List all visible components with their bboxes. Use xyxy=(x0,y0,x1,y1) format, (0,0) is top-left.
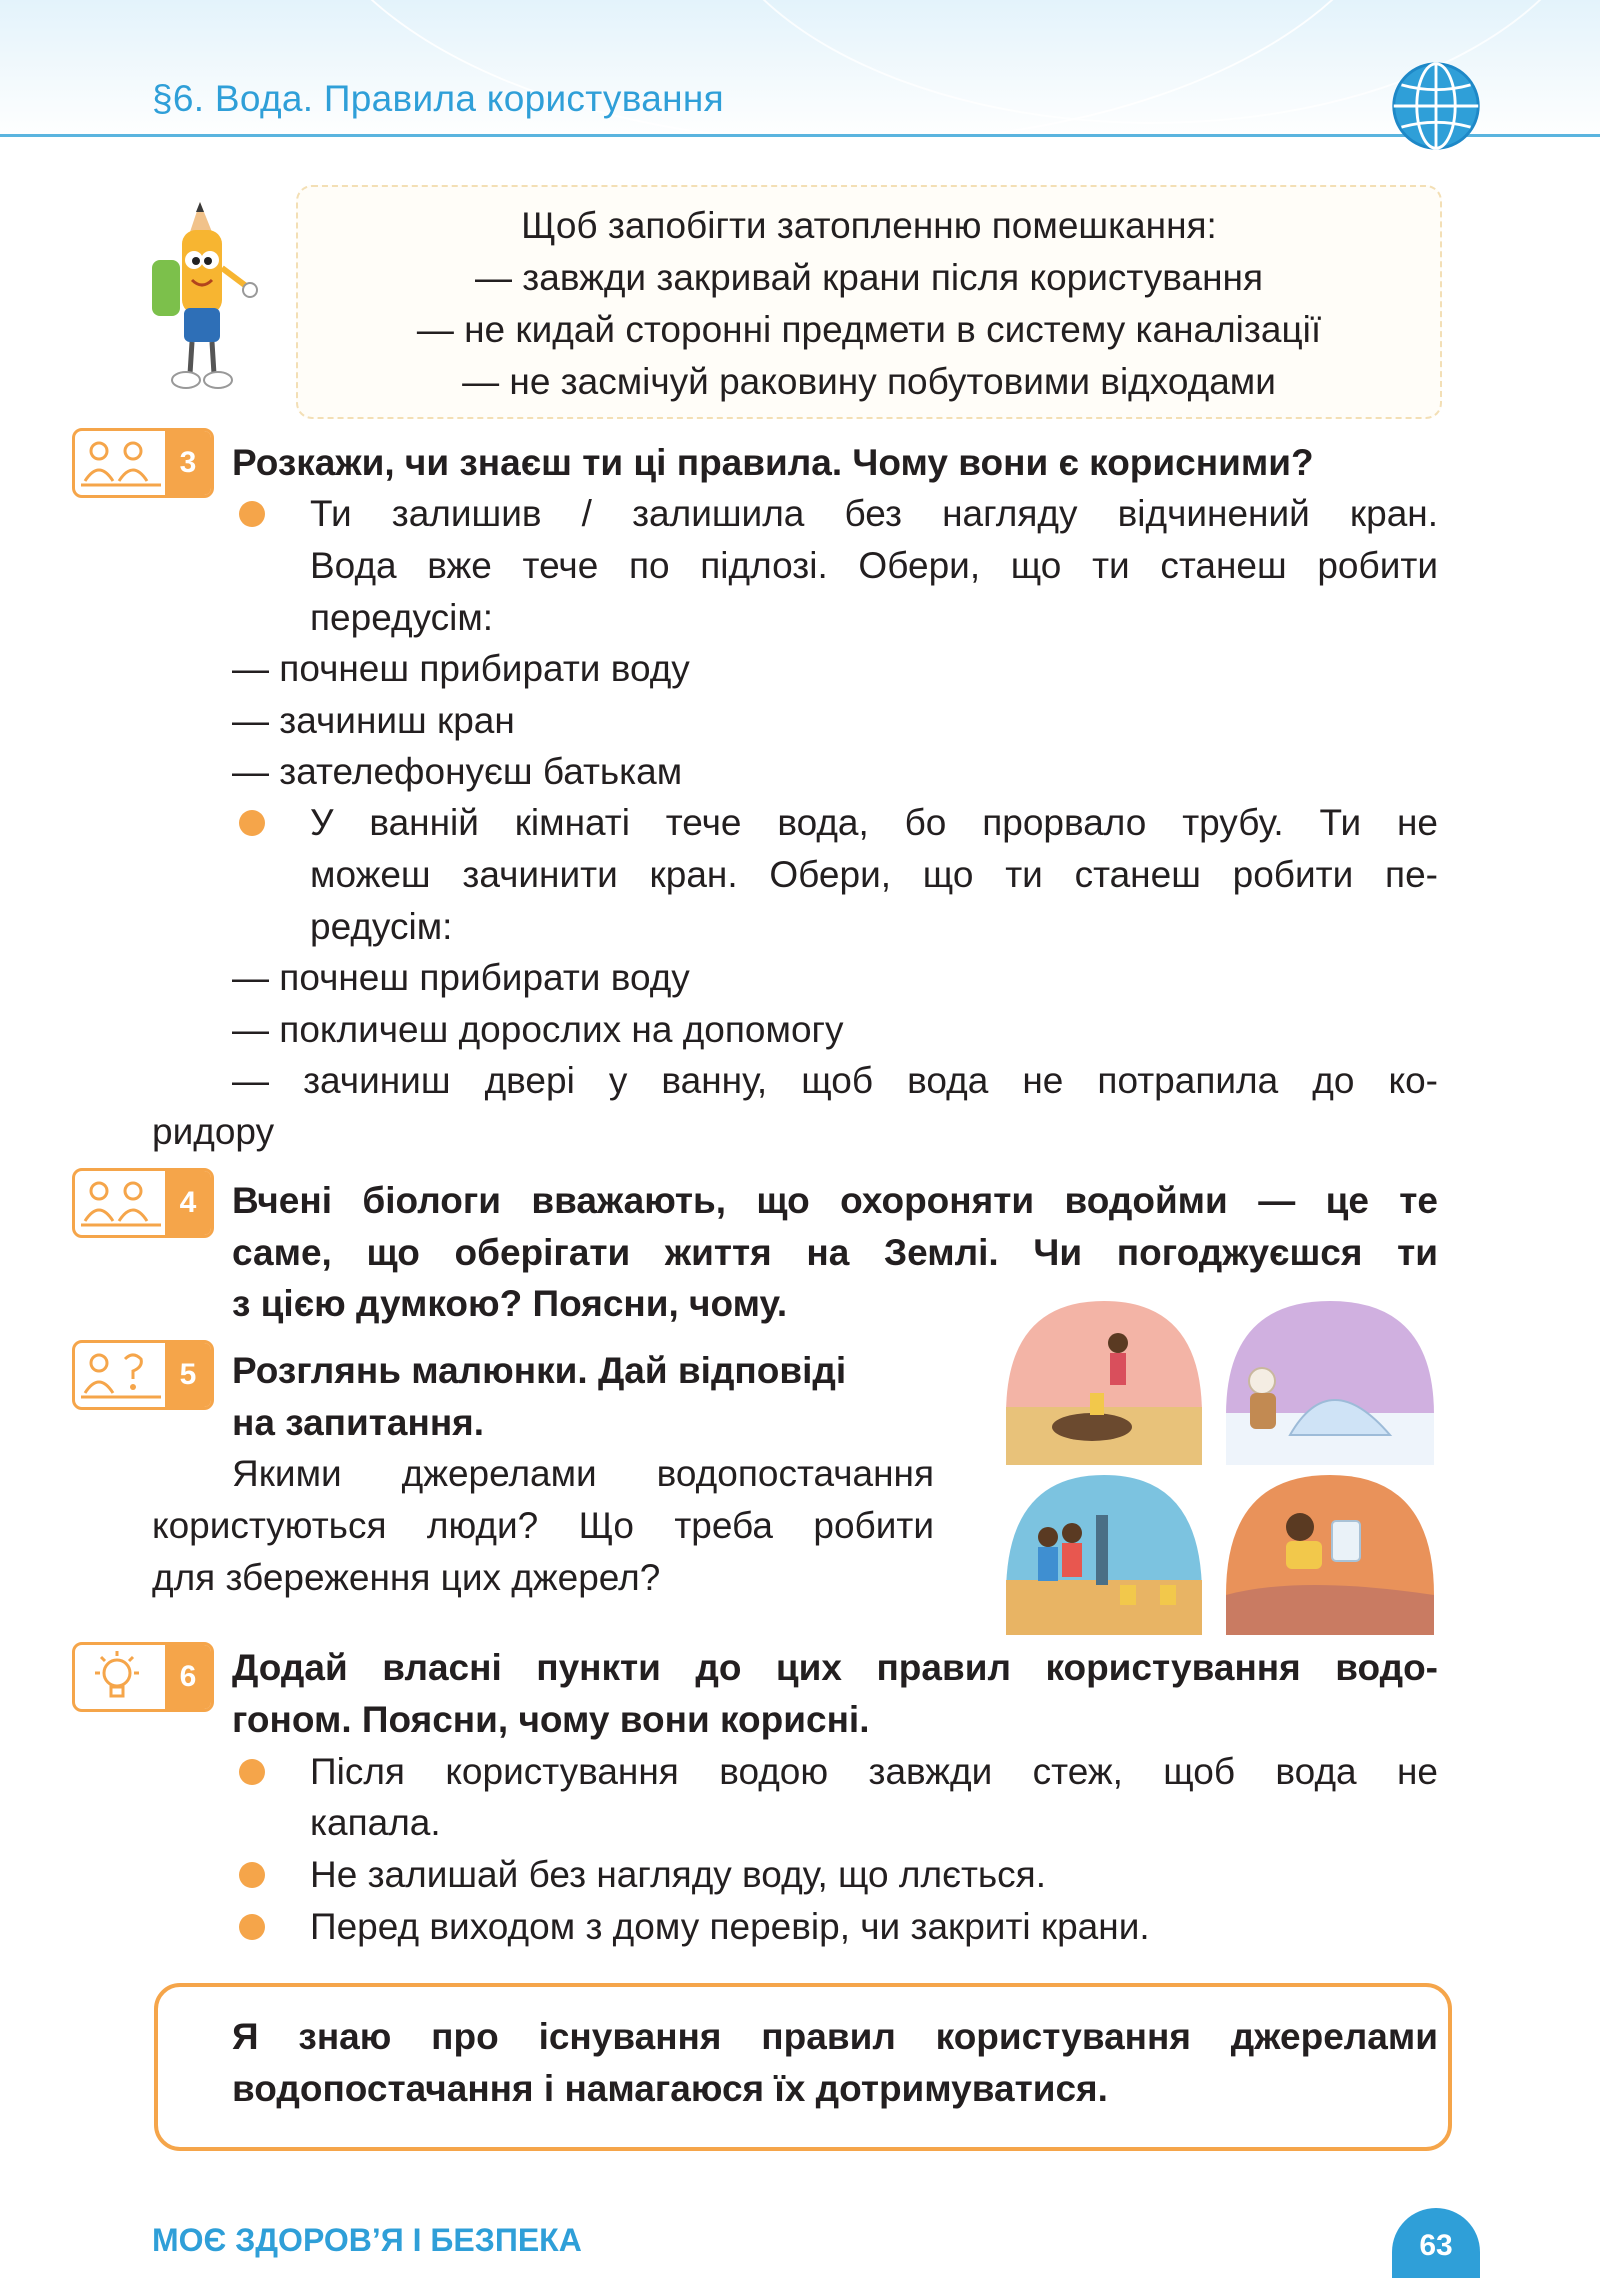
tip-item: — завжди закривай крани після користування xyxy=(475,257,1263,298)
task-badge-4 xyxy=(72,1168,214,1238)
task-badge-5 xyxy=(72,1340,214,1410)
people-question-icon xyxy=(81,1349,161,1401)
river-water-scene xyxy=(1226,1475,1434,1635)
task-3-case-1-text: Вода вже тече по підлозі. Обери, що ти станеш робити xyxy=(310,545,1438,586)
task-badge-6 xyxy=(72,1642,214,1712)
answer-option: — зателефонуєш батькам xyxy=(232,751,683,792)
globe-icon xyxy=(1388,58,1484,154)
bullet-icon xyxy=(239,501,265,527)
summary-text: Я знаю про існування правил користування джерелами xyxy=(232,2016,1438,2057)
task-number: 5 xyxy=(165,1343,211,1407)
desert-well-scene xyxy=(1006,1301,1202,1465)
pencil-mascot-illustration xyxy=(146,198,266,398)
summary-text: водопостачання і намагаюся їх дотримуватися. xyxy=(232,2068,1108,2109)
answer-option: — покличеш дорослих на допомогу xyxy=(232,1009,844,1050)
section-title: §6. Вода. Правила користування xyxy=(152,78,724,119)
page-number: 63 xyxy=(1392,2208,1480,2278)
task-number: 6 xyxy=(165,1645,211,1709)
people-discussion-icon xyxy=(81,437,161,489)
answer-option: — зачиниш кран xyxy=(232,700,515,741)
task-number: 4 xyxy=(165,1171,211,1235)
task-4-text: саме, що оберігати життя на Землі. Чи погоджуєшся ти xyxy=(232,1232,1438,1273)
task-3-case-2-text: У ванній кімнаті тече вода, бо прорвало трубу. Ти не xyxy=(310,802,1438,843)
task-5-text: користуються люди? Що треба робити xyxy=(152,1505,934,1546)
safety-tip-box xyxy=(296,185,1442,419)
footer-section-title: МОЄ ЗДОРОВ’Я І БЕЗПЕКА xyxy=(152,2222,582,2258)
answer-option: — почнеш прибирати воду xyxy=(232,957,690,998)
task-number: 3 xyxy=(165,431,211,495)
lightbulb-icon xyxy=(81,1651,161,1703)
task-6-text: гоном. Поясни, чому вони корисні. xyxy=(232,1699,870,1740)
igloo-scene xyxy=(1226,1301,1434,1465)
answer-option: — зачиниш двері у ванну, щоб вода не потрапила до ко- xyxy=(232,1060,1438,1101)
answer-option-continuation: ридору xyxy=(152,1111,275,1152)
water-pump-scene xyxy=(1006,1475,1202,1635)
task-5-title: на запитання. xyxy=(232,1402,485,1443)
answer-option: — почнеш прибирати воду xyxy=(232,648,690,689)
task-3-case-2-text: редусім: xyxy=(310,906,453,947)
bullet-icon xyxy=(239,1862,265,1888)
task-badge-3 xyxy=(72,428,214,498)
task-4-text: з цією думкою? Поясни, чому. xyxy=(232,1283,788,1324)
task-6-text: Додай власні пункти до цих правил користування водо- xyxy=(232,1647,1438,1688)
rule-item: капала. xyxy=(310,1802,441,1843)
tip-item: — не кидай сторонні предмети в систему каналізації xyxy=(416,309,1322,350)
task-5-text: для збереження цих джерел? xyxy=(152,1557,661,1598)
people-discussion-icon xyxy=(81,1177,161,1229)
rule-item: Після користування водою завжди стеж, щоб вода не xyxy=(310,1751,1438,1792)
bullet-icon xyxy=(239,1759,265,1785)
header-divider xyxy=(0,134,1600,137)
task-3-case-2-text: можеш зачинити кран. Обери, що ти станеш робити пе- xyxy=(310,854,1438,895)
bullet-icon xyxy=(239,1914,265,1940)
task-5-title: Розглянь малюнки. Дай відповіді xyxy=(232,1350,847,1391)
bullet-icon xyxy=(239,810,265,836)
rule-item: Не залишай без нагляду воду, що ллється. xyxy=(310,1854,1046,1895)
tip-heading: Щоб запобігти затопленню помешкання: xyxy=(521,205,1217,246)
task-3-case-1-text: передусім: xyxy=(310,597,494,638)
task-5-text: Якими джерелами водопостачання xyxy=(232,1453,934,1494)
task-4-text: Вчені біологи вважають, що охороняти водойми — це те xyxy=(232,1180,1438,1221)
task-3-case-1-text: Ти залишив / залишила без нагляду відчинений кран. xyxy=(310,493,1438,534)
task-3-question: Розкажи, чи знаєш ти ці правила. Чому вони є корисними? xyxy=(232,442,1314,483)
tip-item: — не засмічуй раковину побутовими відходами xyxy=(462,361,1276,402)
rule-item: Перед виходом з дому перевір, чи закриті крани. xyxy=(310,1906,1150,1947)
water-sources-illustrations xyxy=(1000,1295,1440,1640)
